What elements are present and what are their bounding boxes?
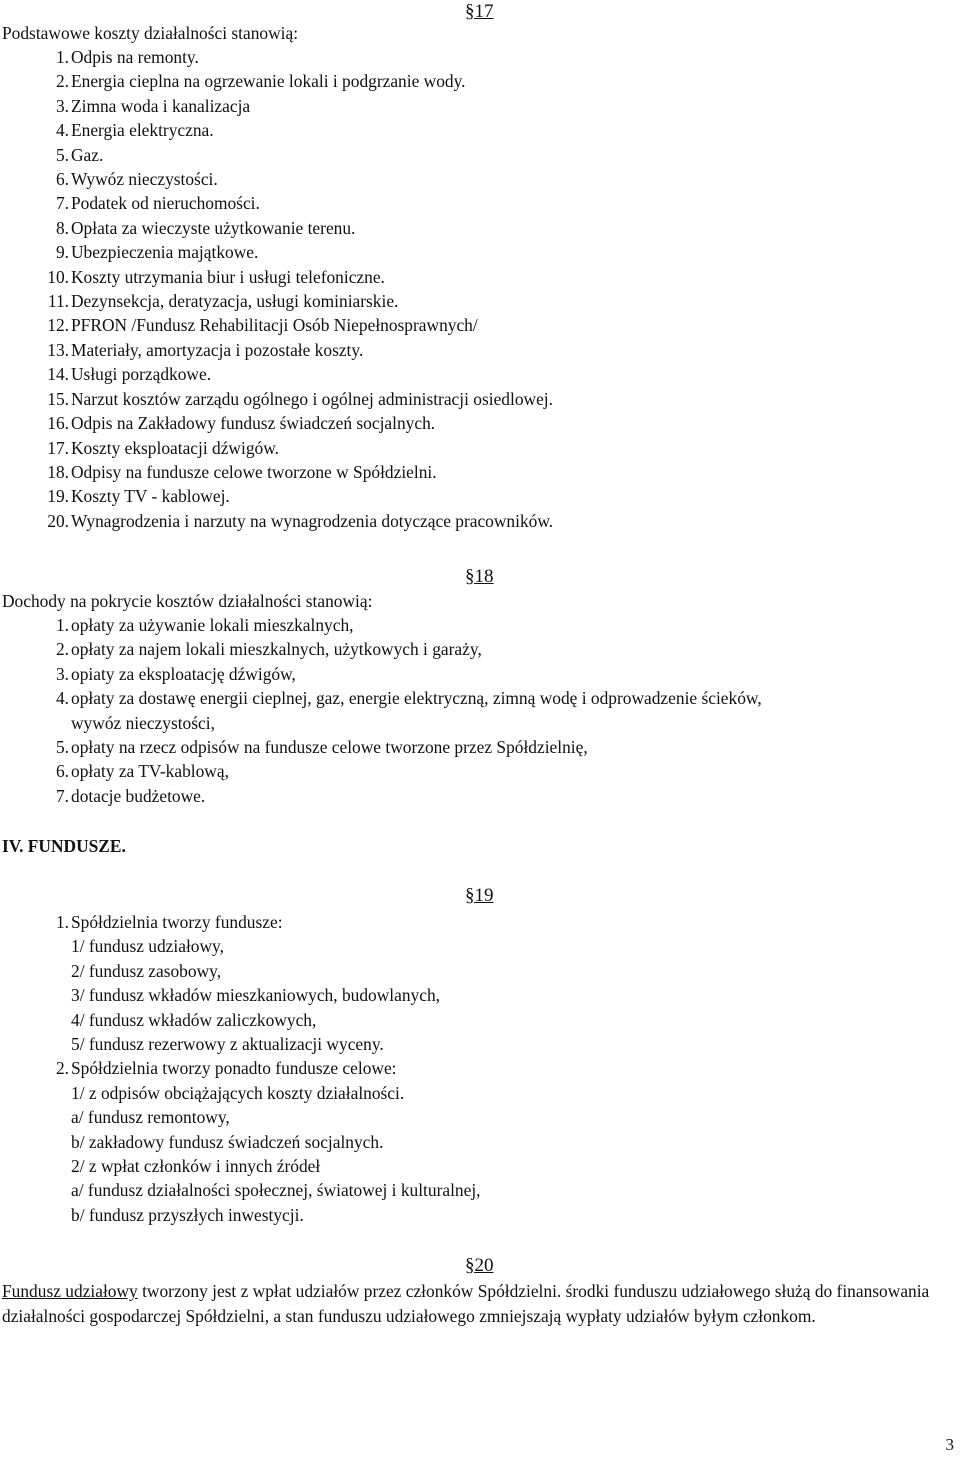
sub-item: 2/ z wpłat członków i innych źródeł [71, 1156, 321, 1177]
list-item [47, 460, 553, 484]
sub-item: b/ zakładowy fundusz świadczeń socjalnych. [71, 1131, 384, 1152]
list-item-text: Odpis na Zakładowy fundusz świadczeń socjalnych. [71, 413, 436, 434]
list-item [47, 484, 553, 508]
list-item [47, 313, 553, 337]
list-item-text: Opłata za wieczyste użytkowanie terenu. [71, 217, 356, 238]
list-item-number: 4. [55, 688, 69, 709]
list-item [55, 662, 762, 686]
sub-item: 2/ fundusz zasobowy, [71, 960, 222, 981]
list-item-text: Wynagrodzenia i narzuty na wynagrodzenia dotyczące pracowników. [71, 510, 554, 531]
section-20-heading: §20 [465, 1255, 494, 1276]
section-17-list [47, 45, 554, 533]
list-item-number: 19. [47, 486, 69, 507]
list-item-text: opłaty na rzecz odpisów na fundusze celowe tworzone przez Spółdzielnię, [71, 737, 588, 758]
list-item-text: Energia elektryczna. [71, 120, 214, 141]
list-item-number: 15. [47, 388, 69, 409]
list-item [55, 45, 553, 69]
list-item-number: 3. [55, 95, 69, 116]
list-item-number: 6. [55, 169, 69, 190]
list-item-number: 2. [55, 71, 69, 92]
list-item-number: 2. [55, 1058, 69, 1079]
list-item [47, 411, 553, 435]
list-item-text: Zimna woda i kanalizacja [71, 95, 251, 116]
list-item [55, 686, 762, 735]
list-item-number: 9. [55, 242, 69, 263]
list-item-text: Spółdzielnia tworzy ponadto fundusze celowe: [71, 1058, 397, 1079]
list-item [55, 167, 553, 191]
list-item-text: Narzut kosztów zarządu ogólnego i ogólnej administracji osiedlowej. [71, 388, 553, 409]
list-item-text: Spółdzielnia tworzy fundusze: [71, 912, 283, 932]
list-item-number: 13. [47, 339, 69, 360]
list-item-text: Koszty eksploatacji dźwigów. [71, 437, 279, 458]
list-item-number: 5. [55, 144, 69, 165]
list-item-number: 8. [55, 217, 69, 238]
list-item-text: Dezynsekcja, deratyzacja, usługi kominiarskie. [71, 291, 399, 312]
list-item-number: 1. [55, 47, 69, 67]
list-item-text: opłaty za TV-kablową, [71, 761, 229, 782]
list-item-text: dotacje budżetowe. [71, 785, 206, 806]
list-item [55, 191, 553, 215]
list-item [55, 735, 762, 759]
sub-item: 4/ fundusz wkładów zaliczkowych, [71, 1009, 317, 1030]
list-item-number: 1. [55, 912, 69, 932]
list-item-number: 18. [47, 461, 69, 482]
list-item [47, 289, 553, 313]
section-18-intro: Dochody na pokrycie kosztów działalności stanowią: [2, 591, 373, 611]
list-item-text: Usługi porządkowe. [71, 364, 212, 385]
list-item [55, 69, 553, 93]
list-item-number: 10. [47, 266, 69, 287]
list-item [55, 216, 553, 240]
list-item [55, 784, 762, 808]
section-19-list [55, 910, 481, 1227]
sub-item: 1/ z odpisów obciążających koszty działalności. [71, 1082, 405, 1103]
list-item-text: Odpis na remonty. [71, 47, 199, 67]
section-18-heading: §18 [465, 566, 494, 587]
list-item-text: Energia cieplna na ogrzewanie lokali i podgrzanie wody. [71, 71, 466, 92]
list-item-number: 5. [55, 737, 69, 758]
list-item-text: opiaty za eksploatację dźwigów, [71, 663, 296, 684]
list-item [55, 1056, 481, 1227]
list-item-number: 7. [55, 785, 69, 806]
list-item-text: Ubezpieczenia majątkowe. [71, 242, 259, 263]
sub-item: b/ fundusz przyszłych inwestycji. [71, 1204, 304, 1225]
list-item [55, 143, 553, 167]
list-item [55, 613, 762, 637]
chapter-title: IV. FUNDUSZE. [2, 836, 126, 856]
list-item-number: 11. [47, 291, 69, 312]
sub-item: 1/ fundusz udziałowy, [71, 936, 224, 957]
list-item [55, 637, 762, 661]
section-17-intro: Podstawowe koszty działalności stanowią: [2, 23, 299, 43]
list-item [55, 94, 553, 118]
list-item-number: 14. [47, 364, 69, 385]
list-item [47, 265, 553, 289]
list-item-number: 1. [55, 615, 69, 635]
section-19-heading: §19 [465, 885, 494, 906]
list-item-text: opłaty za najem lokali mieszkalnych, użytkowych i garaży, [71, 639, 482, 660]
section-20-paragraph [2, 1279, 958, 1328]
sub-item: 3/ fundusz wkładów mieszkaniowych, budowlanych, [71, 985, 440, 1006]
section-18-list [55, 613, 762, 808]
page-number: 3 [945, 1435, 954, 1454]
list-item-text: Podatek od nieruchomości. [71, 193, 260, 214]
list-item-number: 3. [55, 663, 69, 684]
section-20-term: Fundusz udziałowy [2, 1281, 138, 1301]
list-item-number: 7. [55, 193, 69, 214]
list-item-text-continued: wywóz nieczystości, [71, 712, 215, 733]
list-item-number: 17. [47, 437, 69, 458]
list-item-text: Koszty utrzymania biur i usługi telefoniczne. [71, 266, 385, 287]
list-item [47, 509, 554, 533]
list-item-number: 2. [55, 639, 69, 660]
section-20-text: tworzony jest z wpłat udziałów przez członków Spółdzielni. środki funduszu udziałowego służą do finansowania działalności gospodarczej Spółdzielni, a stan funduszu udziałowego zmniejszają wypłaty udziałów byłym członkom. [2, 1281, 930, 1326]
list-item-text: Gaz. [71, 144, 104, 165]
list-item-text: Materiały, amortyzacja i pozostałe koszty. [71, 339, 364, 360]
sub-item: a/ fundusz remontowy, [71, 1107, 230, 1128]
section-17-heading: §17 [465, 1, 494, 22]
list-item [55, 910, 481, 1056]
list-item [55, 759, 762, 783]
list-item [47, 362, 553, 386]
list-item-number: 6. [55, 761, 69, 782]
list-item [47, 387, 553, 411]
list-item-number: 12. [47, 315, 69, 336]
list-item-text: Wywóz nieczystości. [71, 169, 218, 190]
list-item-text: opłaty za używanie lokali mieszkalnych, [71, 615, 354, 635]
list-item-text: Odpisy na fundusze celowe tworzone w Spółdzielni. [71, 461, 437, 482]
list-item-text: opłaty za dostawę energii cieplnej, gaz, energie elektryczną, zimną wodę i odprowadzenie ścieków, [71, 688, 762, 709]
list-item [47, 338, 553, 362]
list-item [55, 240, 553, 264]
list-item-number: 16. [47, 413, 69, 434]
sub-item: 5/ fundusz rezerwowy z aktualizacji wyceny. [71, 1034, 384, 1055]
list-item-text: Koszty TV - kablowej. [71, 486, 230, 507]
sub-item: a/ fundusz działalności społecznej, światowej i kulturalnej, [71, 1180, 481, 1201]
list-item-text: PFRON /Fundusz Rehabilitacji Osób Niepełnosprawnych/ [71, 315, 478, 336]
list-item [47, 436, 553, 460]
list-item [55, 118, 553, 142]
list-item-number: 20. [47, 510, 69, 531]
list-item-number: 4. [55, 120, 69, 141]
